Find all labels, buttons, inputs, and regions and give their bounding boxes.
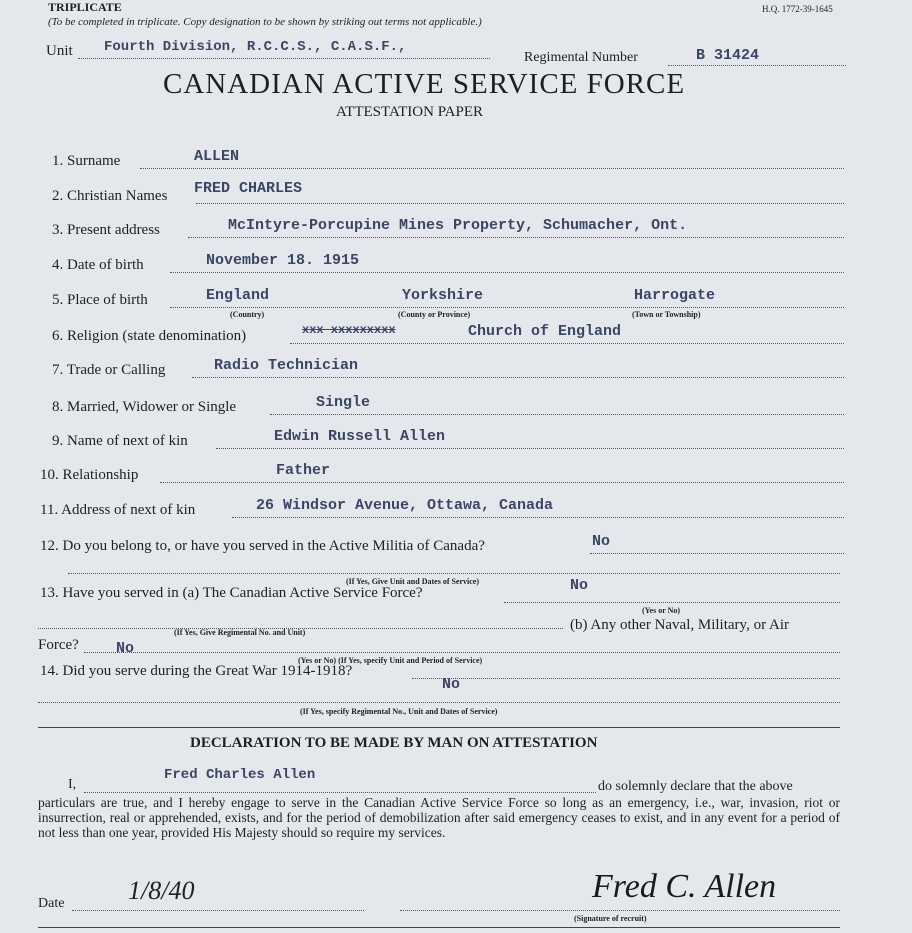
declaration-title: DECLARATION TO BE MADE BY MAN ON ATTESTATION bbox=[190, 735, 598, 751]
unit-label: Unit bbox=[46, 43, 73, 59]
declaration-i: I, bbox=[68, 777, 77, 792]
field-label: 3. Present address bbox=[52, 222, 160, 238]
q13-note-4: (Yes or No) (If Yes, specify Unit and Period of Service) bbox=[298, 656, 483, 665]
field-value: No bbox=[592, 533, 611, 550]
field-label: 5. Place of birth bbox=[52, 292, 148, 308]
field-label: 2. Christian Names bbox=[52, 188, 168, 204]
form-number: H.Q. 1772-39-1645 bbox=[762, 4, 833, 14]
q14-note: (If Yes, specify Regimental No., Unit and Dates of Service) bbox=[300, 707, 498, 716]
date-value: 1/8/40 bbox=[128, 876, 195, 905]
field-label: 4. Date of birth bbox=[52, 257, 144, 273]
regimental-number-label: Regimental Number bbox=[524, 50, 638, 65]
declarant-name: Fred Charles Allen bbox=[164, 767, 316, 783]
field-label: 1. Surname bbox=[52, 153, 121, 169]
field-value: Single bbox=[316, 394, 371, 411]
declaration-text: particulars are true, and I hereby engage to serve in the Canadian Active Service Force so long as an emergency, i.e., war, invasion, riot or insurrection, real or apprehended, exists, and for the period of demobilization after said emergency ceases to exist, and in any event for a period of not less than one year, provided His Majesty should so require my services. bbox=[38, 795, 840, 840]
field-value: ALLEN bbox=[194, 148, 240, 165]
copy-designation: TRIPLICATE bbox=[48, 0, 122, 14]
signature-note: (Signature of recruit) bbox=[574, 914, 647, 923]
field-label: 7. Trade or Calling bbox=[52, 362, 166, 378]
q14-value: No bbox=[442, 676, 461, 693]
signature: Fred C. Allen bbox=[592, 868, 777, 905]
q13-label: 13. Have you served in (a) The Canadian Active Service Force? bbox=[40, 585, 423, 601]
field-value: FRED CHARLES bbox=[194, 180, 303, 197]
q13-b-value: No bbox=[116, 640, 135, 657]
q13-note-2: (Yes or No) bbox=[642, 606, 681, 615]
birth-province: Yorkshire bbox=[402, 287, 484, 304]
field-value: November 18. 1915 bbox=[206, 252, 360, 269]
regimental-number-value: B 31424 bbox=[696, 47, 760, 64]
country-note: (Country) bbox=[230, 310, 265, 319]
field-label: 9. Name of next of kin bbox=[52, 433, 188, 449]
date-label: Date bbox=[38, 896, 65, 911]
field-label: 10. Relationship bbox=[40, 467, 139, 483]
q13-note-3: (If Yes, Give Regimental No. and Unit) bbox=[174, 628, 306, 637]
field-label: 8. Married, Widower or Single bbox=[52, 399, 237, 415]
q13-b-label-2: Force? bbox=[38, 637, 79, 653]
field-label: 6. Religion (state denomination) bbox=[52, 328, 247, 344]
field-value: Radio Technician bbox=[214, 357, 359, 374]
field-label: 11. Address of next of kin bbox=[40, 502, 196, 518]
birth-country: England bbox=[206, 287, 270, 304]
town-note: (Town or Township) bbox=[632, 310, 701, 319]
unit-value: Fourth Division, R.C.C.S., C.A.S.F., bbox=[104, 39, 407, 55]
q13-note-1: (If Yes, Give Unit and Dates of Service) bbox=[346, 577, 480, 586]
field-value: McIntyre-Porcupine Mines Property, Schumacher, Ont. bbox=[228, 217, 688, 234]
form-title: CANADIAN ACTIVE SERVICE FORCE bbox=[163, 68, 686, 100]
field-value: Father bbox=[276, 462, 331, 479]
instruction: (To be completed in triplicate. Copy designation to be shown by striking out terms not applicable.) bbox=[48, 16, 482, 28]
field-value: Church of England bbox=[468, 323, 622, 340]
province-note: (County or Province) bbox=[398, 310, 471, 319]
q13-b-label: (b) Any other Naval, Military, or Air bbox=[570, 617, 789, 633]
form-subtitle: ATTESTATION PAPER bbox=[336, 104, 484, 120]
birth-town: Harrogate bbox=[634, 287, 716, 304]
field-value: Edwin Russell Allen bbox=[274, 428, 446, 445]
q13-a-value: No bbox=[570, 577, 589, 594]
field-label: 12. Do you belong to, or have you served in the Active Militia of Canada? bbox=[40, 538, 485, 554]
q14-label: 14. Did you serve during the Great War 1914-1918? bbox=[40, 663, 353, 679]
declaration-solemn: do solemnly declare that the above bbox=[598, 779, 793, 794]
religion-struck: xxx xxxxxxxxx bbox=[302, 323, 396, 337]
field-value: 26 Windsor Avenue, Ottawa, Canada bbox=[256, 497, 554, 514]
